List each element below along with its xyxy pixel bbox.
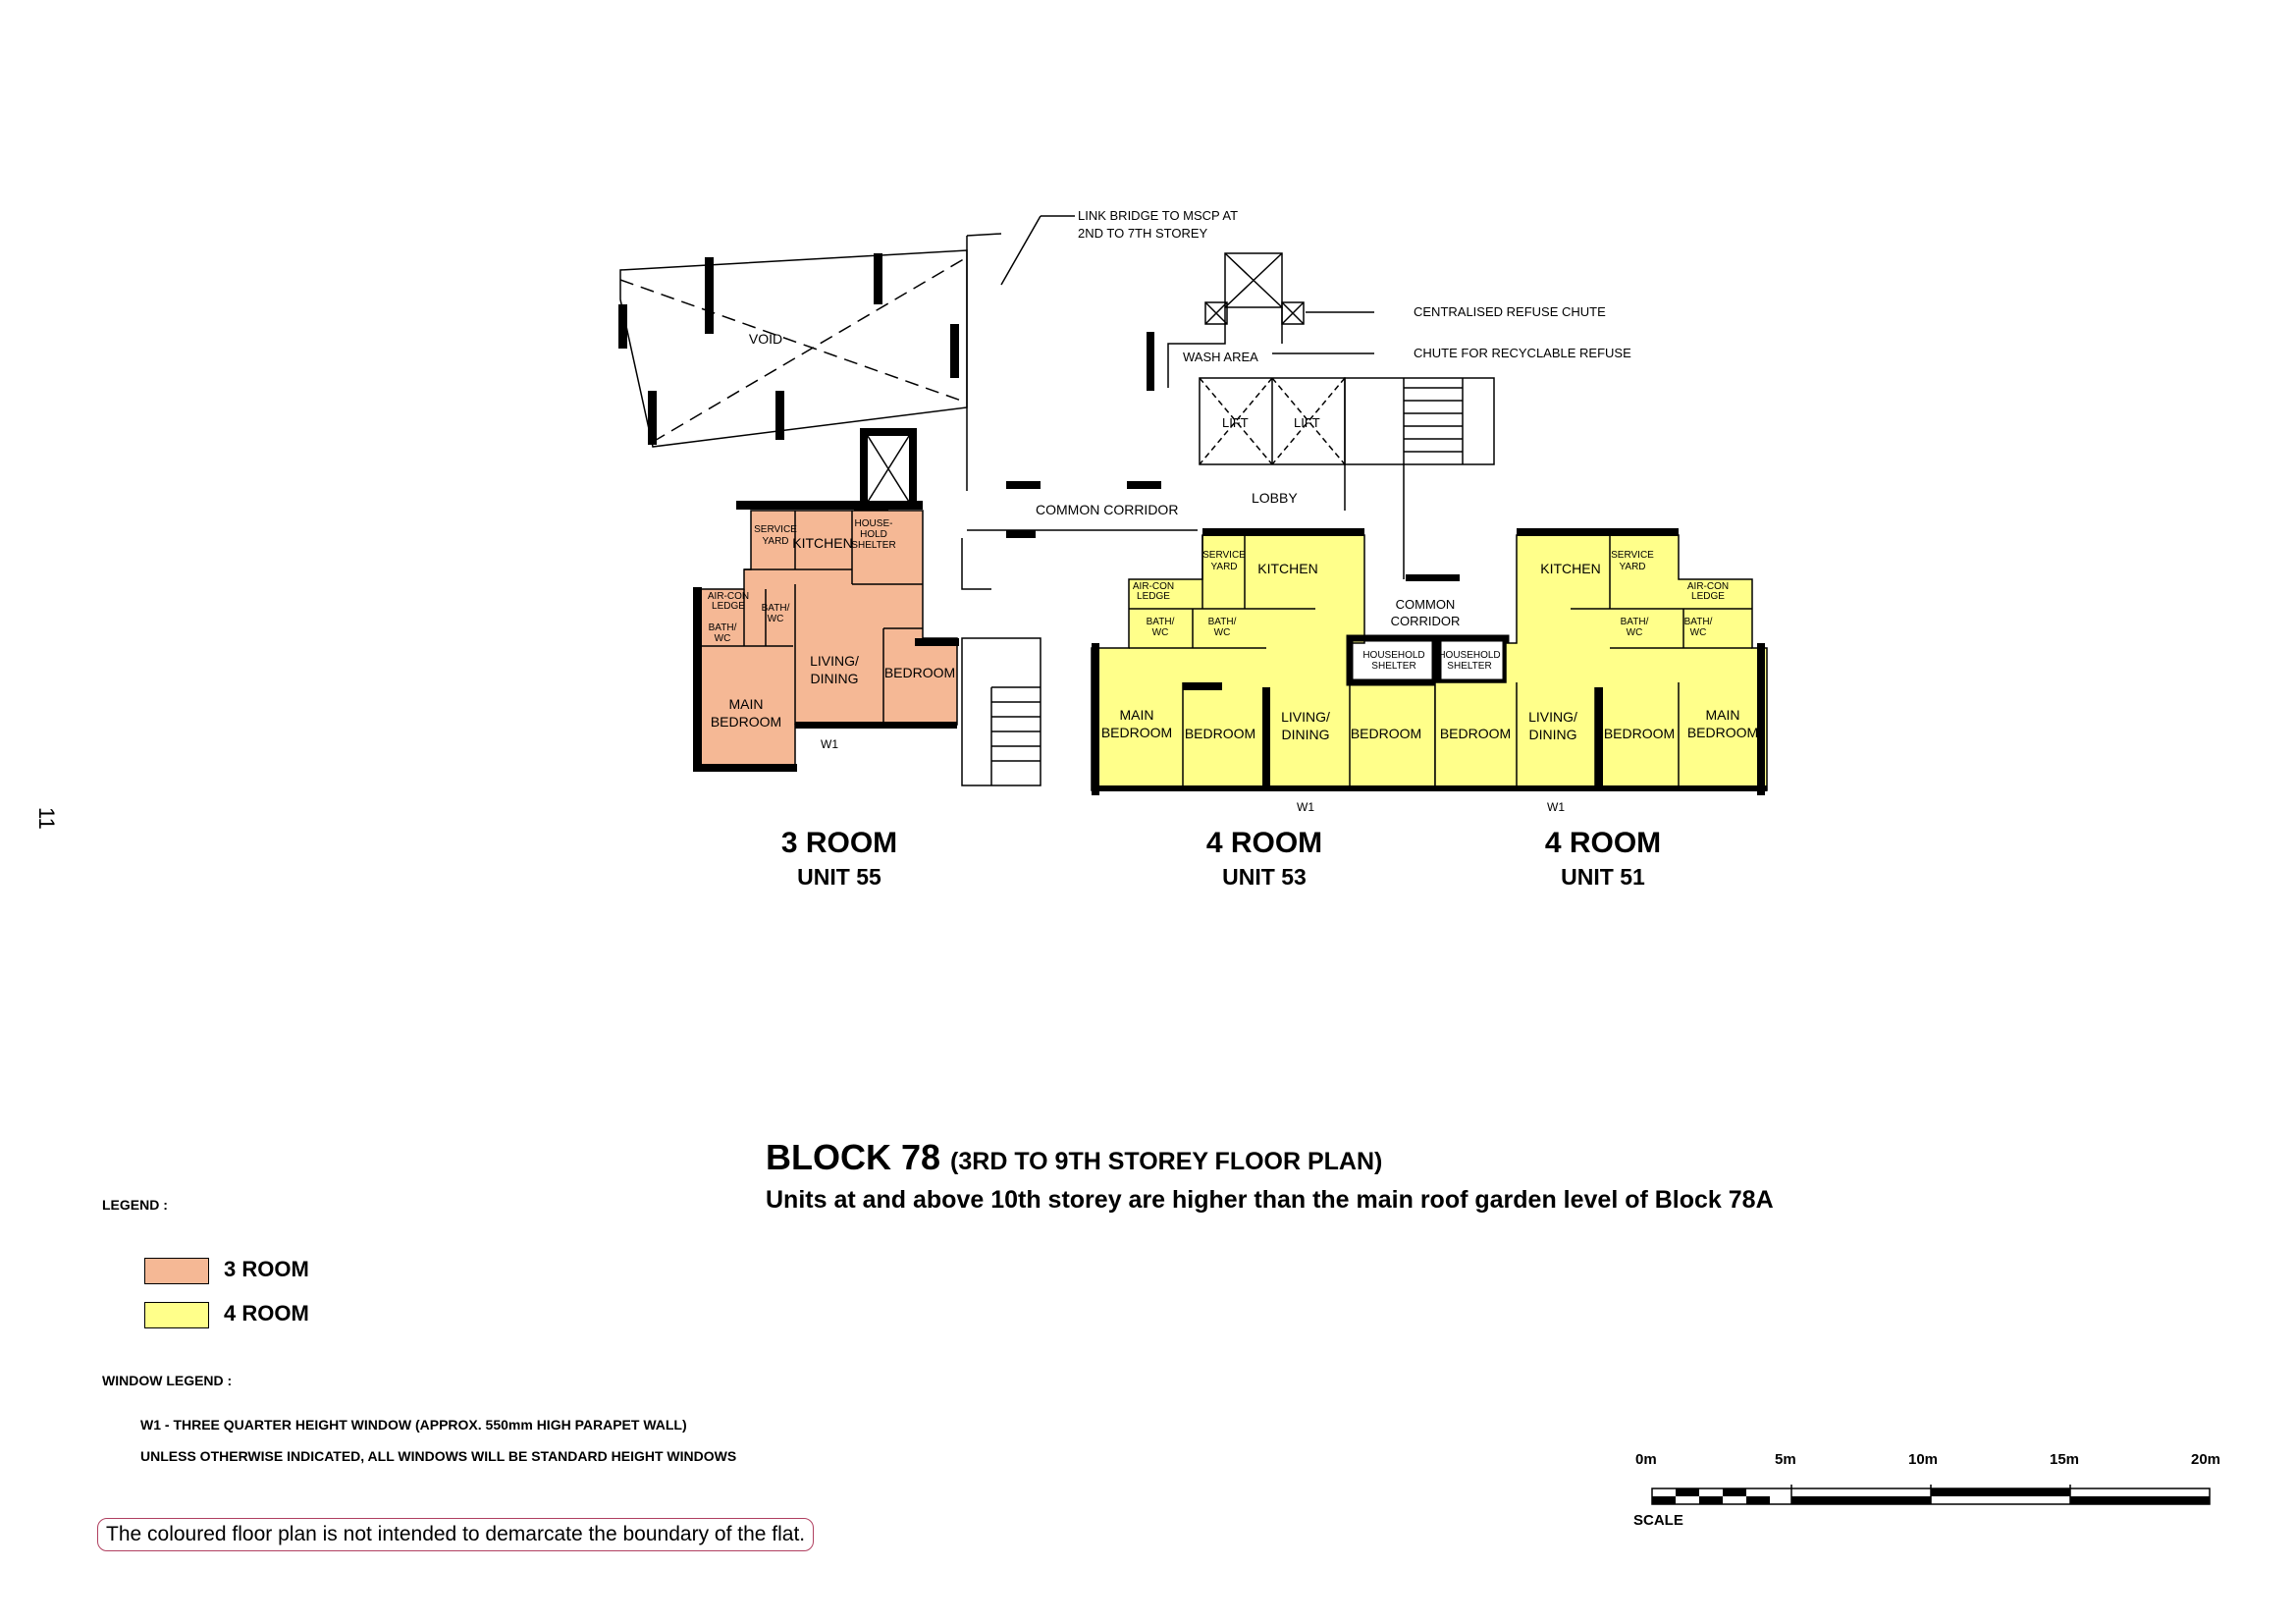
unit-51-number: UNIT 51: [1561, 864, 1645, 890]
wash-wall: [1147, 332, 1154, 391]
u53-bedroom-2: BEDROOM: [1350, 726, 1422, 741]
unit-55-number: UNIT 55: [797, 864, 881, 890]
lift-label-2: LIFT: [1294, 415, 1320, 430]
u55-bath2-b: WC: [767, 614, 784, 624]
u51-hh-shelter-a: HOUSEHOLD: [1438, 650, 1501, 661]
wash-area-label: WASH AREA: [1183, 350, 1258, 364]
u55-living-b: DINING: [810, 671, 859, 686]
u51-bedroom-2: BEDROOM: [1603, 726, 1676, 741]
u55-service-yard-b: YARD: [762, 536, 789, 547]
common-corridor-2a: COMMON: [1395, 597, 1456, 612]
unit-53-number: UNIT 53: [1222, 864, 1307, 890]
plan-title: [766, 1137, 1382, 1178]
u53-bedroom-1: BEDROOM: [1184, 726, 1256, 741]
u51-bath1-a: BATH/: [1620, 617, 1649, 627]
legend-label-3room: 3 ROOM: [224, 1257, 309, 1281]
u53-aircon-b: LEDGE: [1137, 591, 1170, 602]
u51-living-b: DINING: [1528, 727, 1577, 742]
legend-swatch-3room: [144, 1258, 209, 1284]
u51-aircon-a: AIR-CON: [1686, 581, 1730, 592]
u51-aircon-b: LEDGE: [1691, 591, 1725, 602]
common-corridor-2b: CORRIDOR: [1390, 614, 1461, 628]
u53-hh-shelter-b: SHELTER: [1371, 661, 1416, 672]
u55-household-b: HOLD: [860, 529, 887, 540]
u55-main-b: BEDROOM: [710, 714, 782, 730]
u53-bath1-b: WC: [1151, 627, 1169, 638]
window-legend-heading: WINDOW LEGEND :: [102, 1373, 233, 1388]
scale-tick-15: 15m: [2050, 1451, 2080, 1468]
u55-living-a: LIVING/: [810, 653, 859, 669]
scale-tick-20: 20m: [2191, 1451, 2221, 1468]
u51-bath2-a: BATH/: [1683, 617, 1713, 627]
u55-aircon-a: AIR-CON: [707, 591, 750, 602]
u53-bath2-a: BATH/: [1207, 617, 1237, 627]
u51-service-yard-a: SERVICE: [1611, 550, 1654, 561]
scale-bar: [1652, 1485, 2210, 1504]
lobby-label: LOBBY: [1252, 490, 1298, 506]
legend-swatch-4room: [144, 1302, 209, 1328]
u51-main-b: BEDROOM: [1686, 725, 1759, 740]
u55-bath2-a: BATH/: [761, 603, 790, 614]
link-bridge-annotation: [967, 216, 1075, 491]
u55-w1: W1: [821, 737, 838, 751]
stair-left: [962, 638, 1041, 785]
scale-tick-0: 0m: [1635, 1451, 1657, 1468]
link-bridge-text-1: LINK BRIDGE TO MSCP AT: [1078, 208, 1239, 223]
window-legend-note-1: W1 - THREE QUARTER HEIGHT WINDOW (APPROX. 550mm HIGH PARAPET WALL): [140, 1417, 687, 1433]
u53-service-yard-b: YARD: [1210, 562, 1238, 572]
u51-service-yard-b: YARD: [1619, 562, 1646, 572]
u55-service-yard-a: SERVICE: [754, 524, 797, 535]
u55-main-a: MAIN: [728, 696, 764, 712]
u53-living-a: LIVING/: [1281, 709, 1330, 725]
u53-aircon-a: AIR-CON: [1132, 581, 1175, 592]
u53-service-yard-a: SERVICE: [1202, 550, 1246, 561]
u55-bath1-a: BATH/: [708, 622, 737, 633]
page-number: 11: [34, 807, 59, 830]
u55-bedroom: BEDROOM: [883, 665, 956, 680]
unit-51-type: 4 ROOM: [1544, 827, 1662, 859]
void-label: VOID: [748, 331, 783, 347]
u53-living-b: DINING: [1281, 727, 1330, 742]
void-area: [620, 250, 967, 447]
legend-label-4room: 4 ROOM: [224, 1301, 309, 1325]
u55-household-a: HOUSE-: [854, 518, 893, 529]
u51-bath2-b: WC: [1689, 627, 1707, 638]
u55-household-c: SHELTER: [851, 540, 896, 551]
unit-53-type: 4 ROOM: [1205, 827, 1323, 859]
u53-hh-shelter-a: HOUSEHOLD: [1362, 650, 1425, 661]
legend-heading: LEGEND :: [102, 1197, 168, 1213]
void-wall-segments: [618, 253, 959, 445]
u53-main-a: MAIN: [1119, 707, 1154, 723]
u53-w1: W1: [1297, 800, 1314, 814]
recyclable-chute-label: CHUTE FOR RECYCLABLE REFUSE: [1414, 346, 1631, 360]
u51-bath1-b: WC: [1626, 627, 1643, 638]
u51-kitchen: KITCHEN: [1540, 561, 1601, 576]
u51-w1: W1: [1547, 800, 1565, 814]
disclaimer-box: The coloured floor plan is not intended to demarcate the boundary of the flat.: [97, 1518, 814, 1551]
unit-55-type: 3 ROOM: [780, 827, 898, 859]
refuse-chute-area: [1168, 253, 1374, 388]
u55-aircon-b: LEDGE: [712, 601, 745, 612]
plan-title-sub: (3RD TO 9TH STOREY FLOOR PLAN): [950, 1148, 1383, 1175]
u53-bath2-b: WC: [1213, 627, 1231, 638]
common-corridor-label: COMMON CORRIDOR: [1036, 502, 1179, 517]
link-bridge-text-2: 2ND TO 7TH STOREY: [1078, 226, 1208, 241]
u55-bath1-b: WC: [714, 633, 731, 644]
u53-bath1-a: BATH/: [1146, 617, 1175, 627]
u51-living-a: LIVING/: [1528, 709, 1577, 725]
scale-tick-10: 10m: [1908, 1451, 1939, 1468]
plan-title-main: BLOCK 78: [766, 1137, 941, 1177]
u51-bedroom-1: BEDROOM: [1439, 726, 1512, 741]
u53-kitchen: KITCHEN: [1257, 561, 1318, 576]
refuse-chute-label: CENTRALISED REFUSE CHUTE: [1414, 304, 1606, 319]
u53-main-b: BEDROOM: [1100, 725, 1173, 740]
scale-tick-5: 5m: [1775, 1451, 1796, 1468]
u55-kitchen: KITCHEN: [792, 535, 853, 551]
lift-label-1: LIFT: [1222, 415, 1249, 430]
scale-label: SCALE: [1633, 1512, 1683, 1529]
u51-main-a: MAIN: [1705, 707, 1740, 723]
window-legend-note-2: UNLESS OTHERWISE INDICATED, ALL WINDOWS WILL BE STANDARD HEIGHT WINDOWS: [140, 1448, 737, 1464]
u51-hh-shelter-b: SHELTER: [1447, 661, 1492, 672]
plan-note: Units at and above 10th storey are higher than the main roof garden level of Block 78A: [766, 1186, 1774, 1214]
